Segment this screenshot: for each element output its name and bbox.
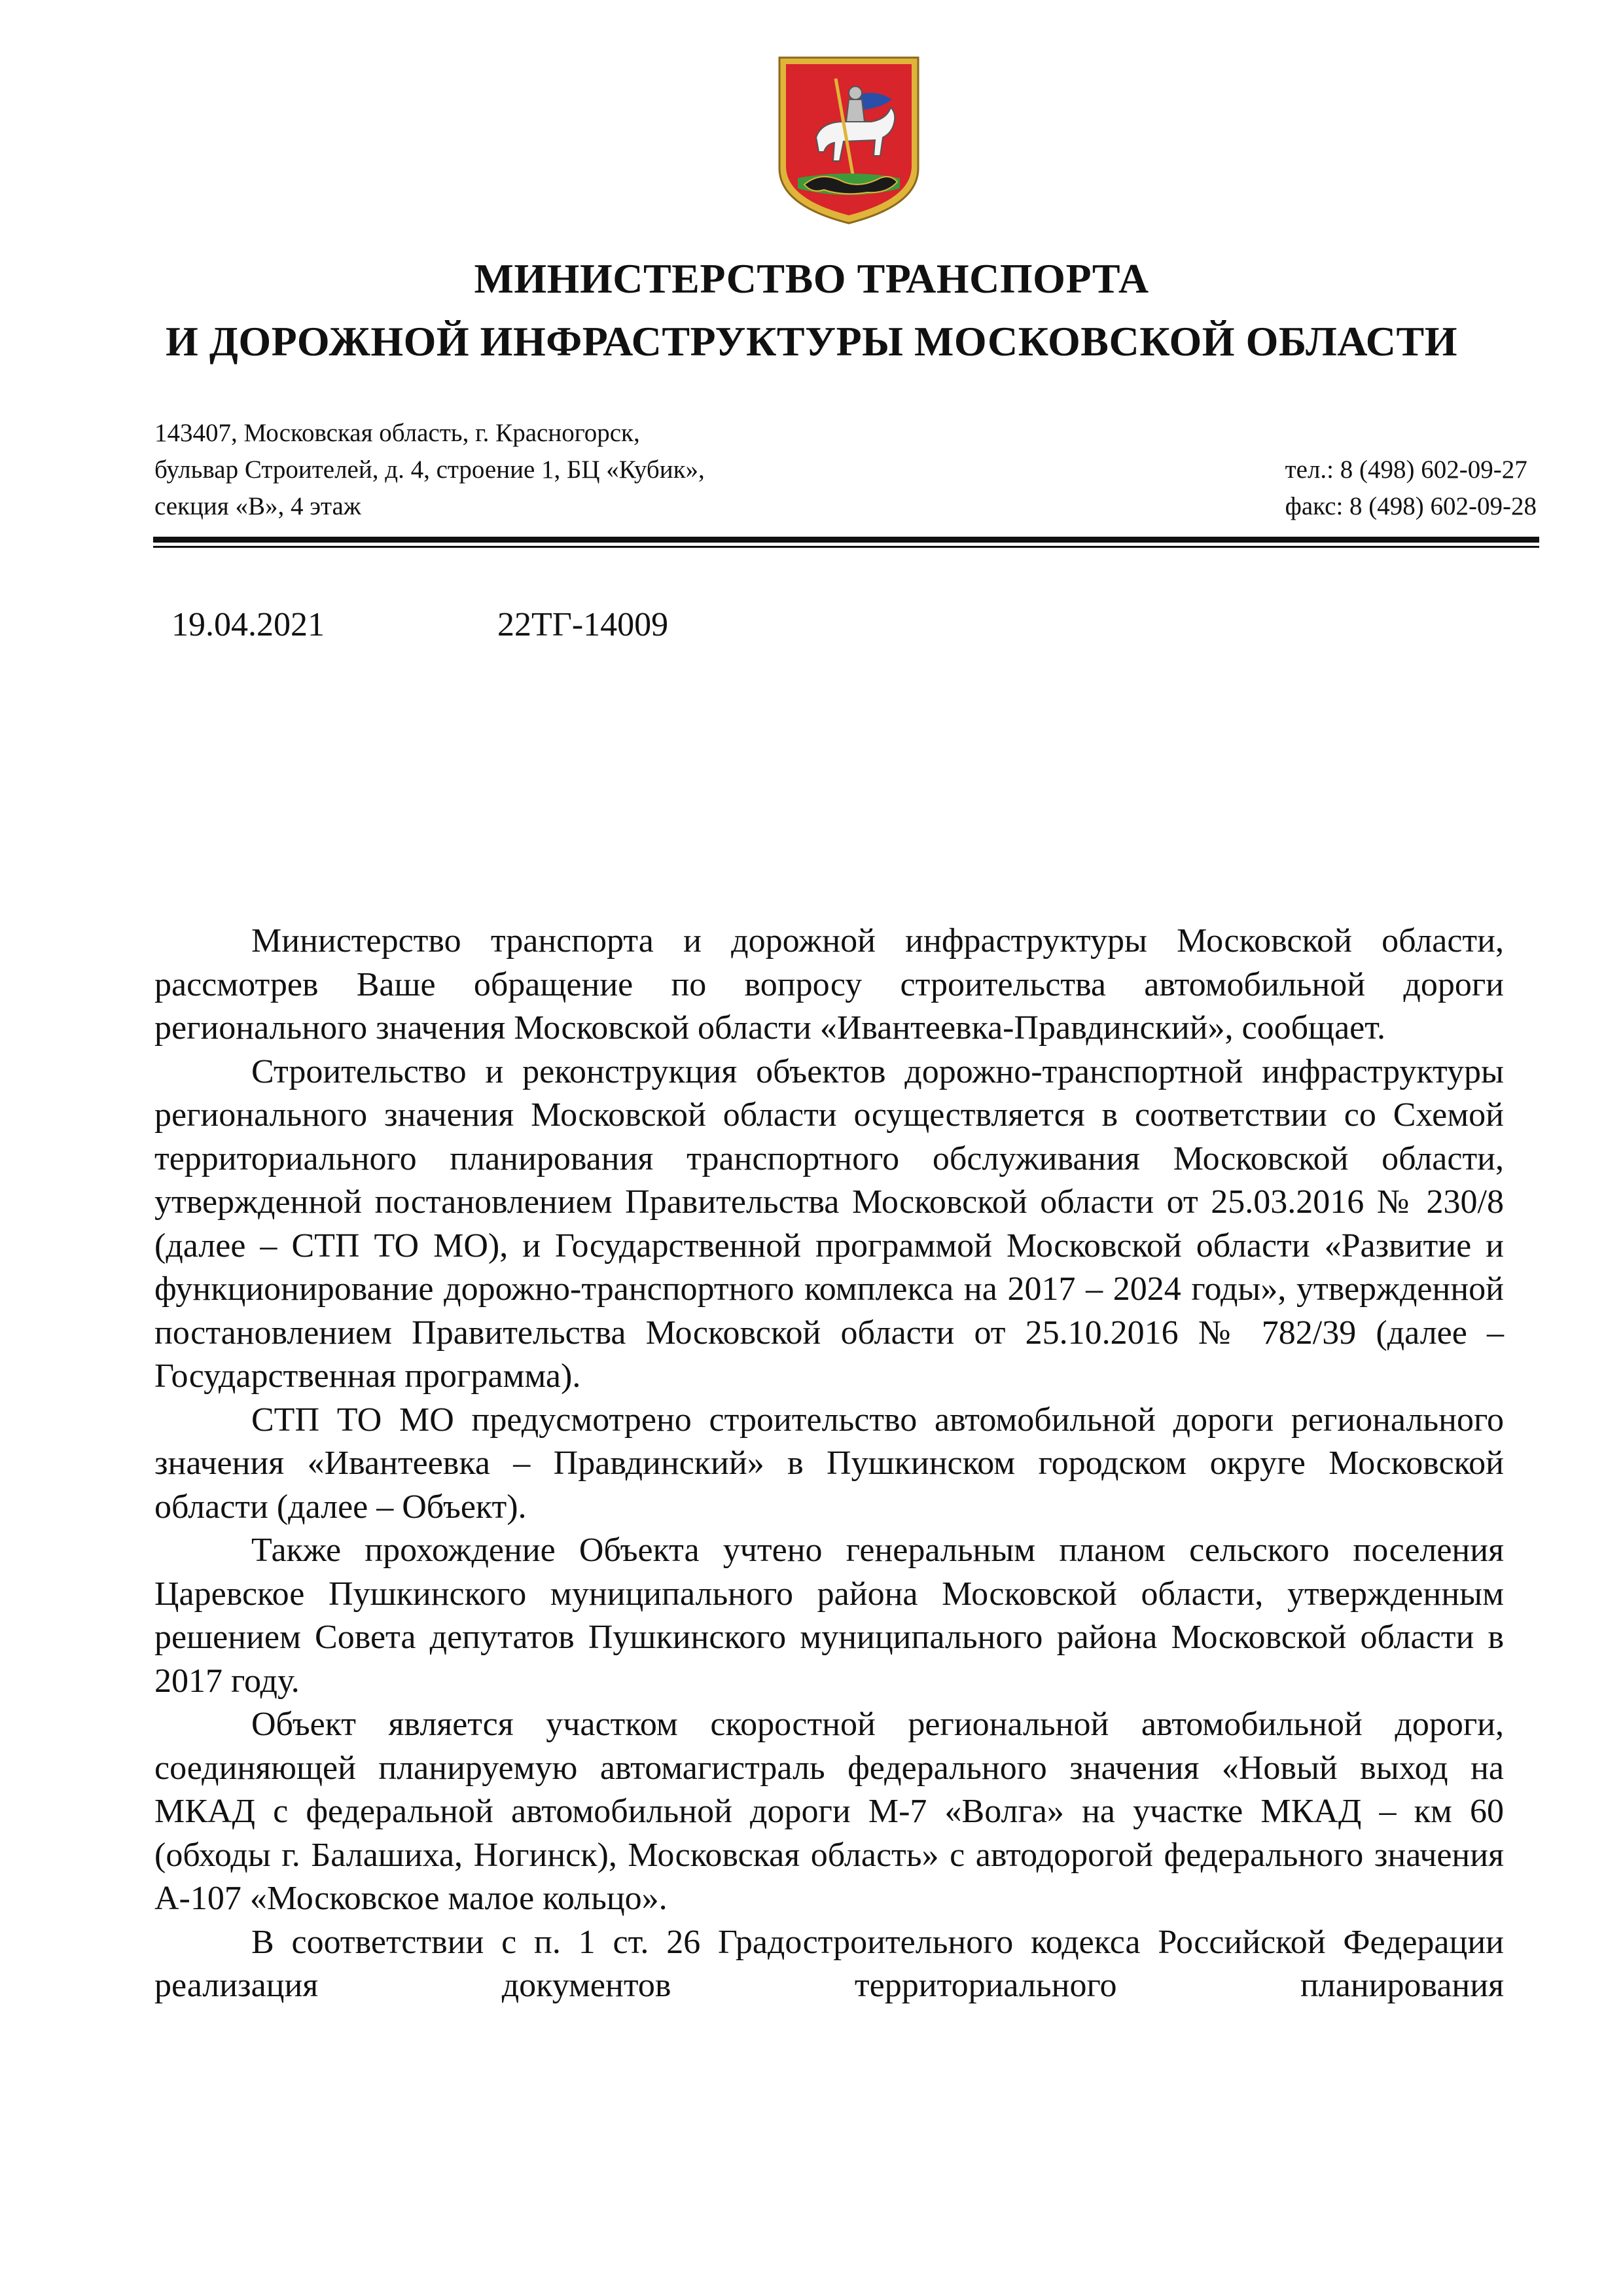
body-paragraph: СТП ТО МО предусмотрено строительство автомобильной дороги регионального значения «Ивантеевка – Правдинский» в Пушкинском городском округе Московской области (далее – Объект).: [154, 1401, 1504, 1526]
document-number: 22ТГ-14009: [497, 606, 669, 643]
body-paragraph: Также прохождение Объекта учтено генеральным планом сельского поселения Царевское Пушкинского муниципального района Московской области, утвержденным решением Совета депутатов Пушкинского муниципального района Московской области в 2017 году.: [154, 1532, 1504, 1700]
ministry-title: [0, 247, 1623, 373]
ministry-title-line2: И ДОРОЖНОЙ ИНФРАСТРУКТУРЫ МОСКОВСКОЙ ОБЛАСТИ: [166, 318, 1457, 365]
body-paragraph: Строительство и реконструкция объектов дорожно-транспортной инфраструктуры регионального значения Московской области осуществляется в соответствии со Схемой территориального планирования транспортного обслуживания Московской области, утвержденной постановлением Правительства Московской области от 25.03.2016 № 230/8 (далее – СТП ТО МО), и Государственной программой Московской области «Развитие и функционирование дорожно-транспортного комплекса на 2017 – 2024 годы», утвержденной постановлением Правительства Московской области от 25.10.2016 № 782/39 (далее – Государственная программа).: [154, 1052, 1504, 1395]
ministry-title-line1: МИНИСТЕРСТВО ТРАНСПОРТА: [474, 255, 1149, 302]
fax-number: факс: 8 (498) 602-09-28: [1285, 492, 1537, 520]
letter-body: [154, 920, 1504, 2008]
address-line: бульвар Строителей, д. 4, строение 1, БЦ «Кубик»,: [154, 456, 705, 484]
phone-number: тел.: 8 (498) 602-09-27: [1285, 456, 1527, 484]
body-paragraph: Объект является участком скоростной региональной автомобильной дороги, соединяющей планируемую автомагистраль федерального значения «Новый выход на МКАД с федеральной автомобильной дороги М-7 «Волга» на участке МКАД – км 60 (обходы г. Балашиха, Ногинск), Московская область» с автодорогой федерального значения А-107 «Московское малое кольцо».: [154, 1706, 1504, 1917]
body-paragraph: В соответствии с п. 1 ст. 26 Градостроительного кодекса Российской Федерации реализация документов территориального планирования: [154, 1923, 1504, 2004]
ministry-address: [154, 415, 705, 525]
document-date: 19.04.2021: [171, 606, 325, 643]
ministry-contacts: [1285, 452, 1537, 525]
address-line: секция «В», 4 этаж: [154, 492, 361, 520]
header-divider-thick: [153, 537, 1539, 543]
moscow-oblast-coat-of-arms-icon: [776, 54, 922, 227]
header-divider-thin: [153, 546, 1539, 548]
body-paragraph: Министерство транспорта и дорожной инфраструктуры Московской области, рассмотрев Ваше обращение по вопросу строительства автомобильной дороги регионального значения Московской области «Ивантеевка-Правдинский», сообщает.: [154, 922, 1504, 1047]
address-line: 143407, Московская область, г. Красногорск,: [154, 419, 640, 447]
